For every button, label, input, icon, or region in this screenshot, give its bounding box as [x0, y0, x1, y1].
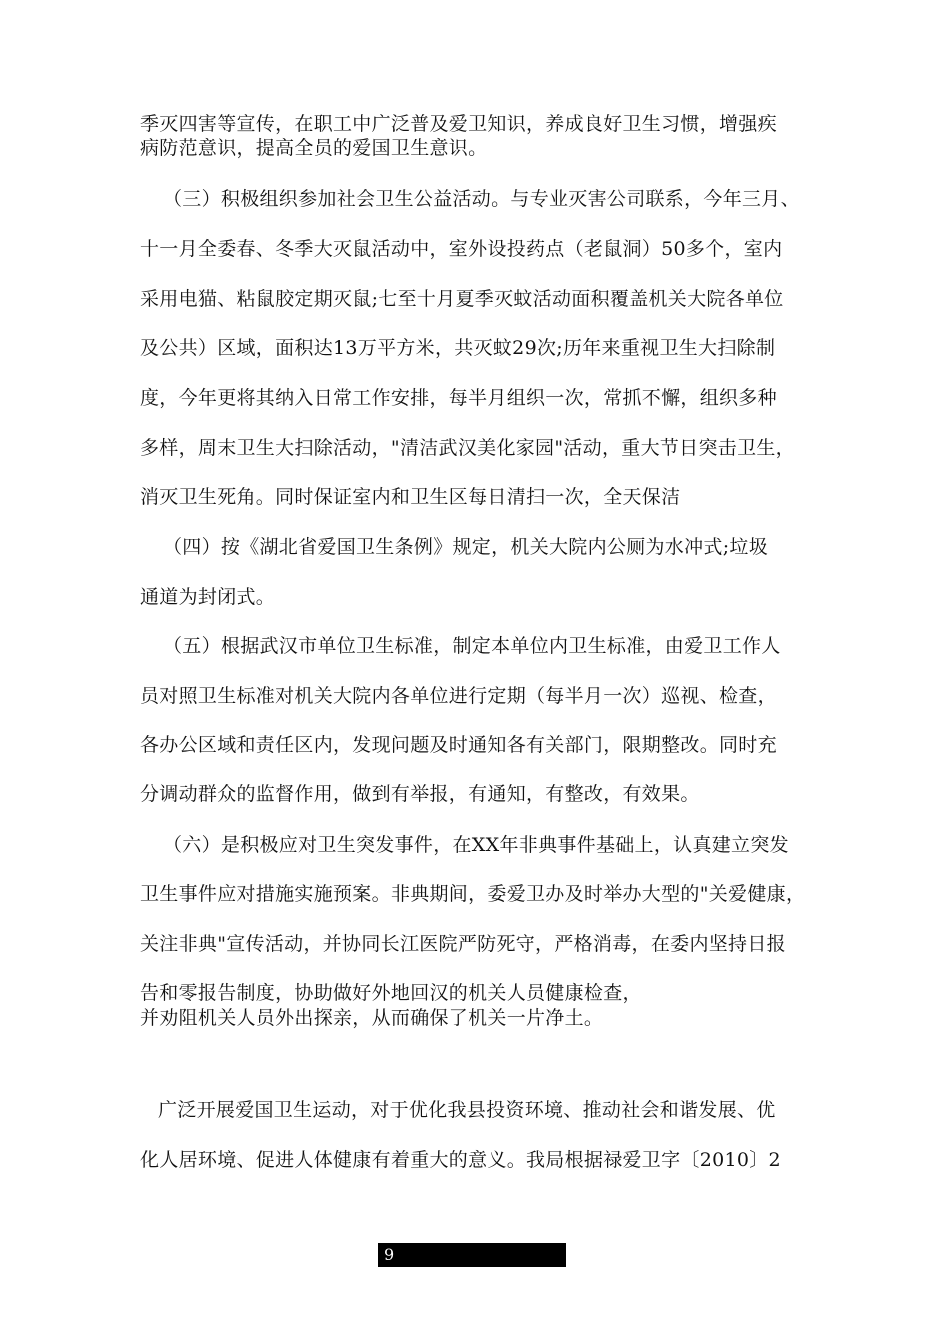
text-line: 消灭卫生死角。同时保证室内和卫生区每日清扫一次，全天保洁: [140, 486, 681, 508]
text-line: 及公共）区域，面积达13万平方米，共灭蚊29次;历年来重视卫生大扫除制: [140, 337, 776, 359]
text-line: 通道为封闭式。: [140, 586, 276, 608]
text-line: 分调动群众的监督作用，做到有举报，有通知，有整改，有效果。: [140, 783, 700, 805]
text-line: 员对照卫生标准对机关大院内各单位进行定期（每半月一次）巡视、检查，: [140, 685, 777, 707]
text-line: 采用电猫、粘鼠胶定期灭鼠;七至十月夏季灭蚊活动面积覆盖机关大院各单位: [140, 288, 784, 310]
text-line: 并劝阻机关人员外出探亲，从而确保了机关一片净土。: [140, 1007, 604, 1029]
page-number: 9: [384, 1245, 395, 1264]
text-line: （六）是积极应对卫生突发事件，在XX年非典事件基础上，认真建立突发: [163, 834, 789, 856]
text-line: （三）积极组织参加社会卫生公益活动。与专业灭害公司联系，今年三月、: [163, 188, 800, 210]
text-line: 关注非典"宣传活动，并协同长江医院严防死守，严格消毒，在委内坚持日报: [140, 933, 786, 955]
text-line: 广泛开展爱国卫生运动，对于优化我县投资环境、推动社会和谐发展、优: [158, 1099, 776, 1121]
text-line: 度，今年更将其纳入日常工作安排，每半月组织一次，常抓不懈，组织多种: [140, 387, 777, 409]
text-line: 病防范意识，提高全员的爱国卫生意识。: [140, 137, 488, 159]
text-line: 各办公区域和责任区内，发现问题及时通知各有关部门，限期整改。同时充: [140, 734, 777, 756]
page-footer-bar: [378, 1243, 566, 1267]
text-line: 化人居环境、促进人体健康有着重大的意义。我局根据禄爱卫字〔2010〕2: [140, 1149, 781, 1171]
text-line: 十一月全委春、冬季大灭鼠活动中，室外设投药点（老鼠洞）50多个，室内: [140, 238, 783, 260]
text-line: 多样，周末卫生大扫除活动，"清洁武汉美化家园"活动，重大节日突击卫生，: [140, 437, 795, 459]
text-line: （五）根据武汉市单位卫生标准，制定本单位内卫生标准，由爱卫工作人: [163, 635, 781, 657]
text-line: 告和零报告制度，协助做好外地回汉的机关人员健康检查，: [140, 982, 642, 1004]
text-line: 卫生事件应对措施实施预案。非典期间，委爱卫办及时举办大型的"关爱健康，: [140, 883, 806, 905]
text-line: （四）按《湖北省爱国卫生条例》规定，机关大院内公厕为水冲式;垃圾: [163, 536, 769, 558]
text-line: 季灭四害等宣传，在职工中广泛普及爱卫知识，养成良好卫生习惯，增强疾: [140, 113, 777, 135]
